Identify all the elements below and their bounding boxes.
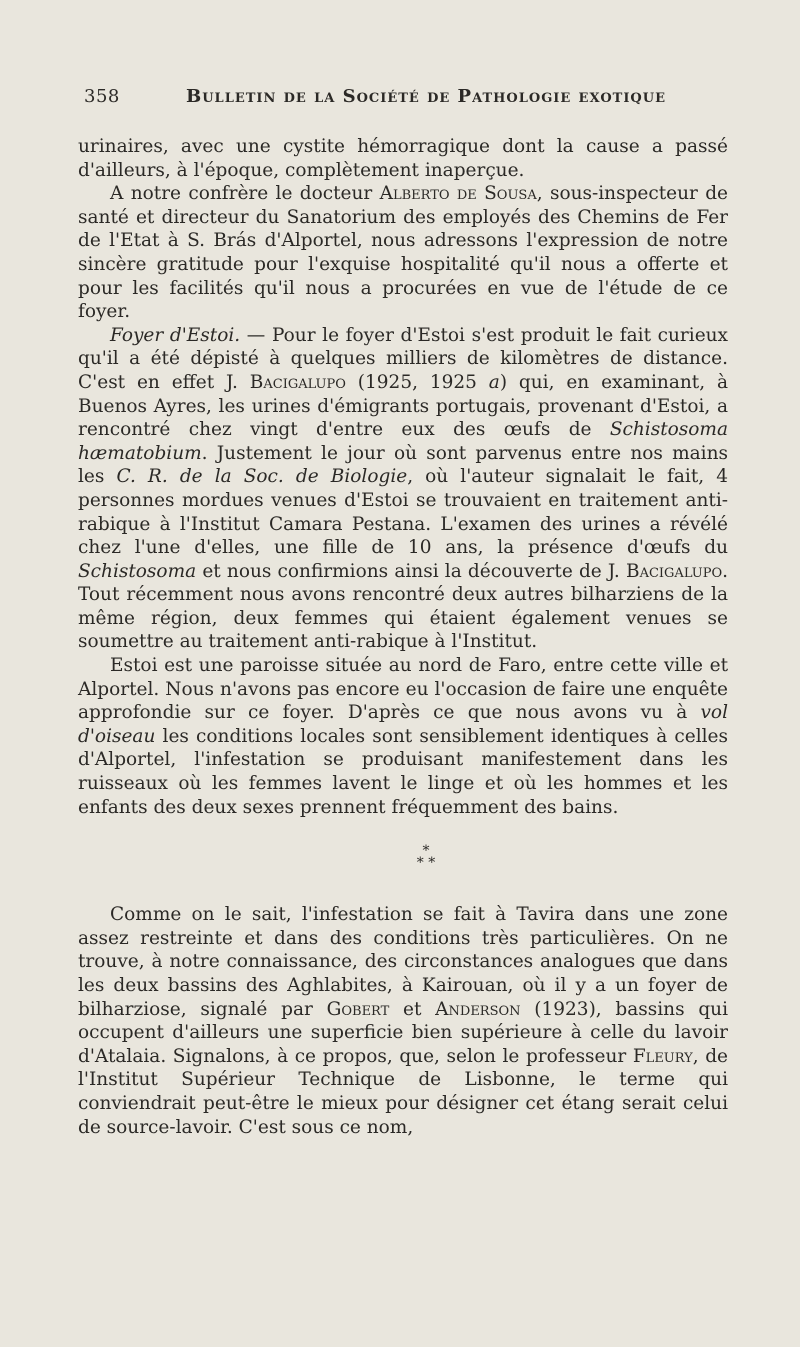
paragraph-4-text-b: les conditions locales sont sensiblement identiques à celles d'Alportel, l'infestation se produisant manifestement dans les ruisseaux où les femmes lavent le linge et où les hommes et les enfants des deux sexes prennent fréquemment des bains. <box>78 725 728 818</box>
paragraph-3-text-e: , où l'auteur signalait le fait, 4 personnes mordues venues d'Estoi se trouvaient en traitement anti-rabique à l'Institut Camara Pestana. L'examen des urines a révélé chez l'une d'elles, une fille de 10 ans, la présence d'œufs du <box>78 466 728 559</box>
paragraph-4 <box>78 654 728 819</box>
asterism-top: * <box>422 843 430 860</box>
paragraph-3-text-f: et nous confirmions ainsi la découverte de J. <box>196 560 626 582</box>
journal-name: C. R. de la Soc. de Biologie <box>116 466 408 488</box>
page-header <box>84 86 740 114</box>
paragraph-2-text-b: , sous-inspecteur de santé et directeur du Sanatorium des employés des Chemins de Fer de l'Etat à S. Brás d'Alportel, nous adressons l'expression de notre sincère gratitude pour l'exquise hospitalité qu'il nous a offerte et pour les facilités qu'il nous a procurées en vue de l'étude de ce foyer. <box>78 183 729 323</box>
paragraph-4-text-a: Estoi est une paroisse située au nord de Faro, entre cette ville et Alportel. Nous n'avons pas encore eu l'occasion de faire une enquête approfondie sur ce foyer. D'après ce que nous avons vu à <box>78 655 728 724</box>
paragraph-2 <box>78 182 728 324</box>
italic-phrase: vol d'oiseau <box>78 702 728 747</box>
paragraph-3-text-b: (1925, 1925 <box>345 371 489 393</box>
paragraph-5 <box>78 903 728 1139</box>
paragraph-3-text-a: — Pour le foyer d'Estoi s'est produit le fait curieux qu'il a été dépisté à quelques milliers de kilomètres de distance. C'est en effet J. <box>78 324 728 393</box>
author-name: Fleury <box>632 1045 693 1067</box>
paragraph-3-text-d: . Justement le jour où sont parvenus entre nos mains les <box>78 442 728 488</box>
paragraph-2-text-a: A notre confrère le docteur <box>110 183 380 205</box>
paragraph-5-text-c: (1923), bassins qui occupent d'ailleurs une superficie bien supérieure à celle du lavoir d'Atalaia. Signalons, à ce propos, que, selon le professeur <box>78 998 728 1067</box>
citation-letter: a <box>488 371 500 393</box>
author-name: Bacigalupo <box>625 560 723 582</box>
paragraph-5-text-a: Comme on le sait, l'infestation se fait à Tavira dans une zone assez restreinte et dans des conditions très particulières. On ne trouve, à notre connaissance, des circonstances analogues que dans les deux bassins des Aghlabites, à Kairouan, où il y a un foyer de bilharziose, signalé par <box>78 904 728 1020</box>
author-name: Anderson <box>435 998 521 1020</box>
paragraph-3 <box>78 324 728 654</box>
author-name: Alberto de Sousa <box>379 183 537 205</box>
author-name: Bacigalupo <box>249 371 346 393</box>
section-heading-estoi: Foyer d'Estoi. <box>110 324 241 346</box>
paragraph-3-text-g: . Tout récemment nous avons rencontré deux autres bilharziens de la même région, deux femmes qui étaient également venues se soumettre au traitement anti-rabique à l'Institut. <box>78 560 728 653</box>
genus-name: Schistosoma <box>78 560 197 582</box>
paragraph-5-text-b: et <box>389 998 436 1020</box>
asterism-divider <box>124 843 728 872</box>
asterism-bottom: * * <box>416 855 436 872</box>
body-text <box>78 135 728 1139</box>
author-name: Gobert <box>326 998 390 1020</box>
paragraph-3-text-c: ) qui, en examinant, à Buenos Ayres, les urines d'émigrants portugais, provenant d'Estoi, a rencontré chez vingt d'entre eux des œufs de <box>78 371 729 441</box>
running-title: Bulletin de la Société de Pathologie exotique <box>186 86 666 107</box>
species-name: Schistosoma hæmatobium <box>78 419 728 464</box>
paragraph-1 <box>78 135 728 182</box>
page-number: 358 <box>84 86 120 107</box>
paragraph-5-text-d: , de l'Institut Supérieur Technique de Lisbonne, le terme qui conviendrait peut-être le mieux pour désigner cet étang serait celui de source-lavoir. C'est sous ce nom, <box>78 1045 728 1138</box>
paragraph-1-text: urinaires, avec une cystite hémorragique dont la cause a passé d'ailleurs, à l'époque, complètement inaperçue. <box>78 136 728 181</box>
